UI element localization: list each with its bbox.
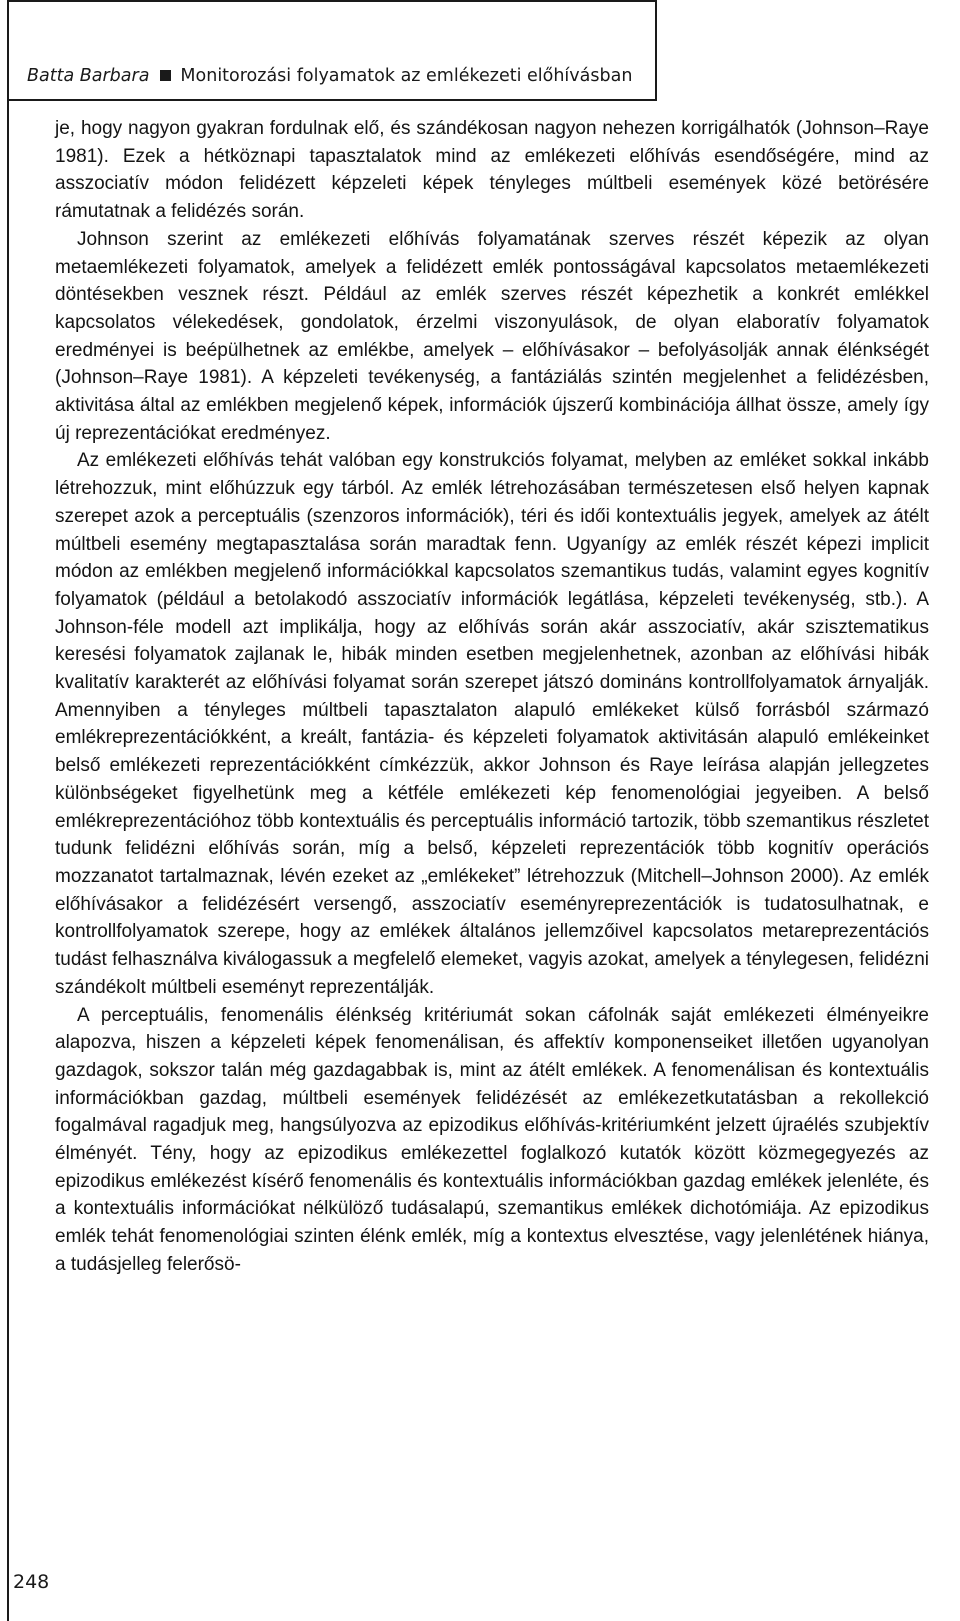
page-frame-left-rule [7,0,9,1621]
page-frame-right-rule [655,0,657,100]
running-head-author: Batta Barbara [27,66,150,86]
page-frame-top-rule [7,0,657,2]
square-bullet-icon [160,70,171,81]
paragraph-continuation: je, hogy nagyon gyakran fordulnak elő, és szándékosan nagyon nehezen korrigálhatók (Johnson–Raye 1981). Ezek a hétköznapi tapasztalatok mind az emlékezeti előhívás esendőségére, mind az asszociatív módon felidézett képzeleti képek tényleges múltbeli események közé betörésére rámutatnak a felidézés során. [55,118,929,223]
header-rule [7,99,657,101]
paragraph: A perceptuális, fenomenális élénkség kritériumát sokan cáfolnák saját emlékezeti élményeikre alapozva, hiszen a képzeleti képek fenomenálisan, és affektív komponenseiket illetően ugyanolyan gazdagok, sokszor talán még gazdagabbak is, mint az átélt emlékek. A fenomenálisan és kontextuális információkban gazdag, múltbeli események felidézését az emlékezetkutatásban a rekollekció fogalmával ragadjuk meg, hangsúlyozva az epizodikus előhívás-kritériumként jelzett újraélés szubjektív élményét. Tény, hogy az epizodikus emlékezettel foglalkozó kutatók között közmegegyezés az epizodikus emlékezést kísérő fenomenális és kontextuális információkban gazdag emlékek jelenléte, és a kontextuális információkat nélkülöző tudásalapú, szemantikus emlékek dichotómiája. Az epizodikus emlék tehát fenomenológiai szinten élénk emlék, míg a kontextus elvesztése, vagy jelenlétének hiánya, a tudásjelleg felerősö- [55,1004,929,1275]
paragraph: Az emlékezeti előhívás tehát valóban egy konstrukciós folyamat, melyben az emléket sokkal inkább létrehozzuk, mint előhúzzuk egy tárból. Az emlék létrehozásában természetesen első helyen kapnak szerepet azok a perceptuális (szenzoros információk), téri és idői kontextuális jegyek, amelyek az átélt múltbeli esemény megtapasztalása során maradtak fenn. Ugyanígy az emlék részét képezi implicit módon az emlékben megjelenő információkkal kapcsolatos szemantikus tudás, valamint egyes kognitív folyamatok (például a betolakodó asszociatív információk legátlása, képzeleti tevékenység, stb.). A Johnson-féle modell azt implikálja, hogy az előhívás során akár asszociatív, akár szisztematikus keresési folyamatok zajlanak le, hibák minden esetben megjelenhetnek, azonban az előhívási hibák kvalitatív karakterét az előhívási folyamat során szerepet játszó domináns kontrollfolyamatok árnyalják. Amennyiben a tényleges múltbeli tapasztalaton alapuló emlékeket külső forrásból származó emlékreprezentációkként, a kreált, fantázia- és képzeleti folyamatok aktivitásán alapuló emlékeinket belső emlékezeti reprezentációkként címkézzük, akkor Johnson és Raye leírása alapján jellegzetes különbségeket figyelhetünk meg a kétféle emlékezeti kép fenomenológiai jegyeiben. A belső emlékreprezentációhoz több kontextuális és perceptuális információ tartozik, több szemantikus részletet tudunk felidézni előhívás során, míg a belső, képzeleti reprezentációk több kognitív operációs mozzanatot tartalmaznak, lévén ezeket az „emlékeket” létrehozzuk (Mitchell–Johnson 2000). Az emlék előhívásakor a felidézésért versengő, asszociatív eseményreprezentációk is tudatosulhatnak, e kontrollfolyamatok szerepe, hogy az emlékek általános jellemzőivel kapcsolatos metareprezentációs tudást felhasználva kiválogassuk a megfelelő elemeket, vagyis azokat, amelyek a ténylegesen, felidézni szándékolt múltbeli eseményt reprezentálják. [55,450,929,998]
page-number: 248 [13,1571,50,1593]
running-head-title: Monitorozási folyamatok az emlékezeti előhívásban [180,66,633,86]
running-head [27,66,632,86]
paragraph: Johnson szerint az emlékezeti előhívás folyamatának szerves részét képezik az olyan metaemlékezeti folyamatok, amelyek a felidézett emlék pontosságával kapcsolatos metaemlékezeti döntésekben vesznek részt. Például az emlék szerves részét képezhetik a konkrét emlékkel kapcsolatos vélekedések, gondolatok, érzelmi viszonyulások, de olyan elaboratív folyamatok eredményei is beépülhetnek az emlékbe, amelyek – előhívásakor – befolyásolják annak élénkségét (Johnson–Raye 1981). A képzeleti tevékenység, a fantáziálás szintén megjelenhet a felidézésben, aktivitása által az emlékben megjelenő képek, információk újszerű kombinációja állhat össze, amely így új reprezentációkat eredményez. [55,228,929,444]
body-text [55,115,929,1279]
